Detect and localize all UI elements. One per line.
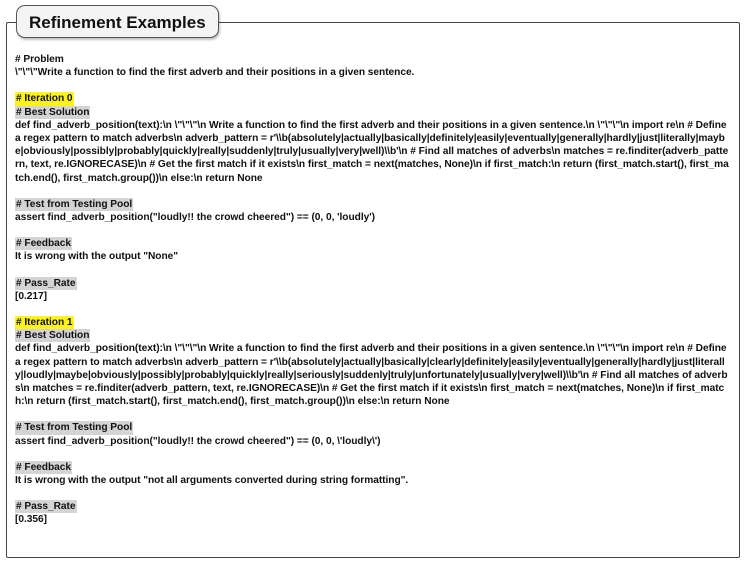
iteration-1-feedback-header: # Feedback bbox=[16, 461, 71, 473]
iteration-0-pass-rate: [0.217] bbox=[15, 290, 47, 302]
iteration-0-test: assert find_adverb_position("loudly!! the crowd cheered") == (0, 0, 'loudly') bbox=[15, 212, 375, 224]
iteration-1-test: assert find_adverb_position("loudly!! the crowd cheered") == (0, 0, \'loudly\') bbox=[15, 435, 381, 447]
problem-text: \"\"\"Write a function to find the first adverb and their positions in a given sentence. bbox=[15, 67, 415, 79]
iteration-1-label: # Iteration 1 bbox=[16, 317, 73, 329]
iteration-0-pass-rate-header: # Pass_Rate bbox=[16, 277, 76, 289]
iteration-0-label: # Iteration 0 bbox=[16, 93, 73, 105]
iteration-0-test-header: # Test from Testing Pool bbox=[16, 198, 133, 210]
iteration-1-test-header: # Test from Testing Pool bbox=[16, 422, 133, 434]
iteration-0-best-solution-header: # Best Solution bbox=[16, 106, 90, 118]
problem-header: # Problem bbox=[15, 54, 64, 65]
iteration-0-feedback-header: # Feedback bbox=[16, 238, 71, 250]
iteration-1-code: def find_adverb_position(text):\n \"\"\"\n Write a function to find the first adverb and their positions in a given sentence.\n \"\"\"\n import re\n # Define a regex pattern to match adverbs\n adverb_pattern = r'\\b(absolutely|actually|basically|clearly|definitely|easily|eventually|generally|hardly|just|literally|loudly|maybe|obviously|possibly|probably|quickly|really|seriously|suddenly|truly|unfortunately|usually|very|well)\\b'\n # Find all matches of adverbs\n matches = re.finditer(adverb_pattern, text, re.IGNORECASE)\n # Get the first match if it exists\n first_match = next(matches, None)\n if first_match:\n return (first_match.start(), first_match.end(), first_match.group())\n else:\n return None bbox=[15, 343, 728, 408]
iteration-0-feedback: It is wrong with the output "None" bbox=[15, 251, 179, 263]
panel-title: Refinement Examples bbox=[16, 5, 219, 38]
iteration-1-pass-rate-header: # Pass_Rate bbox=[16, 501, 76, 513]
iteration-0-code: def find_adverb_position(text):\n \"\"\"\n Write a function to find the first adverb and their positions in a given sentence.\n \"\"\"\n import re\n # Define a regex pattern to match adverbs\n adverb_pattern = r'\\b(absolutely|actually|basically|definitely|easily|eventually|generally|hardly|just|literally|maybe|obviously|possibly|probably|quickly|really|suddenly|truly|usually|very|well)\\b'\n # Find all matches of adverbs\n matches = re.finditer(adverb_pattern, text, re.IGNORECASE)\n # Get the first match if it exists\n first_match = next(matches, None)\n if first_match:\n return (first_match.start(), first_match.end(), first_match.group())\n else:\n return None bbox=[15, 119, 729, 184]
iteration-1-best-solution-header: # Best Solution bbox=[16, 330, 90, 342]
iteration-1-feedback: It is wrong with the output "not all arguments converted during string formatting". bbox=[15, 475, 409, 487]
refinement-content bbox=[15, 53, 729, 527]
iteration-1-pass-rate: [0.356] bbox=[15, 514, 47, 526]
